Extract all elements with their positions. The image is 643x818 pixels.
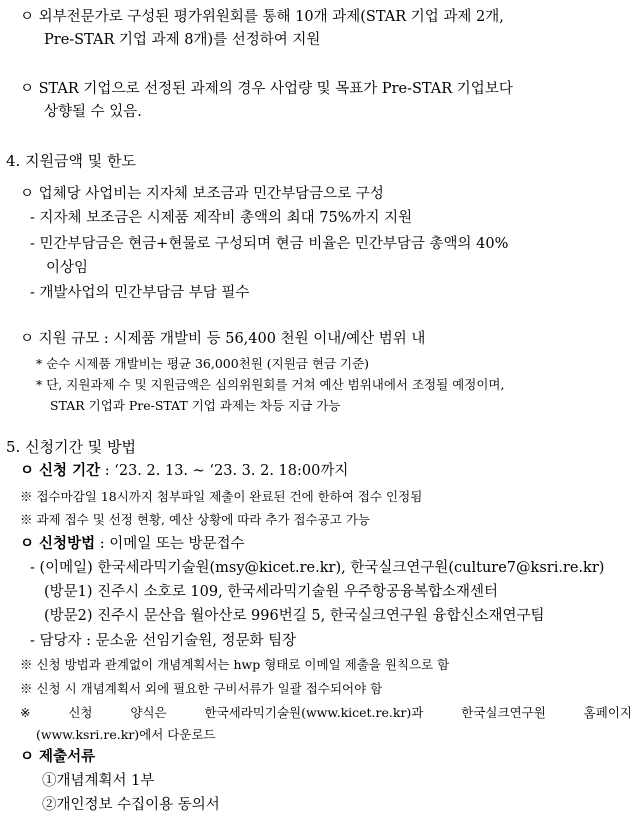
method-value: : 이메일 또는 방문접수	[95, 536, 245, 552]
r5-word: ※	[20, 705, 31, 720]
dash-mandatory: - 개발사업의 민간부담금 부담 필수	[30, 285, 250, 301]
method-line	[20, 533, 244, 555]
bullet-star-l1: ㅇ STAR 기업으로 선정된 과제의 경우 사업량 및 목표가 Pre-STAR 기업보다	[20, 81, 513, 97]
remark-documents: ※ 신청 시 개념계획서 외에 필요한 구비서류가 일괄 접수되어야 함	[20, 681, 383, 696]
r5-word: 한국실크연구원	[461, 705, 546, 720]
contact-line: - 담당자 : 문소윤 선임기술원, 정문화 팀장	[30, 633, 297, 649]
dash-private-share-l2: 이상임	[46, 260, 89, 276]
remark-hwp-email: ※ 신청 방법과 관계없이 개념계획서는 hwp 형태로 이메일 제출을 원칙으로 함	[20, 657, 450, 672]
remark-download-l2: (www.ksri.re.kr)에서 다운로드	[36, 727, 216, 742]
note-adjustment-l2: STAR 기업과 Pre-STAT 기업 과제는 차등 지급 가능	[50, 398, 341, 413]
section-4-heading: 4. 지원금액 및 한도	[6, 152, 137, 170]
bullet-budget-composition: ㅇ 업체당 사업비는 지자체 보조금과 민간부담금으로 구성	[20, 186, 384, 202]
bullet-star-l2: 상향될 수 있음.	[44, 104, 142, 120]
doc-privacy-consent: ②개인정보 수집이용 동의서	[42, 797, 220, 813]
bullet-support-scale: ㅇ 지원 규모 : 시제품 개발비 등 56,400 천원 이내/예산 범위 내	[20, 331, 426, 347]
documents-label: ㅇ 제출서류	[20, 748, 96, 765]
r5-word: 양식은	[130, 705, 167, 720]
dash-subsidy: - 지자체 보조금은 시제품 제작비 총액의 최대 75%까지 지원	[30, 210, 413, 226]
period-value: : ‘23. 2. 13. ~ ‘23. 3. 2. 18:00까지	[100, 463, 349, 479]
visit2-line: (방문2) 진주시 문산읍 월아산로 996번길 5, 한국실크연구원 융합신소재연구팀	[44, 608, 545, 624]
bullet-selection-l2: Pre-STAR 기업 과제 8개)를 선정하여 지원	[44, 32, 321, 48]
period-line	[20, 460, 348, 482]
period-label: ㅇ 신청 기간	[20, 462, 101, 479]
bullet-selection-l1: ㅇ 외부전문가로 구성된 평가위원회를 통해 10개 과제(STAR 기업 과제 2개,	[20, 9, 504, 25]
r5-word: 한국세라믹기술원(www.kicet.re.kr)과	[204, 705, 424, 720]
remark-additional-call: ※ 과제 접수 및 선정 현황, 예산 상황에 따라 추가 접수공고 가능	[20, 512, 370, 527]
note-adjustment-l1: * 단, 지원과제 수 및 지원금액은 심의위원회를 거쳐 예산 범위내에서 조정될 예정이며,	[36, 377, 505, 392]
r5-word: 홈페이지	[583, 705, 632, 720]
note-average-cost: * 순수 시제품 개발비는 평균 36,000천원 (지원금 현금 기준)	[36, 356, 370, 371]
r5-word: 신청	[68, 705, 93, 720]
remark-download-l1	[20, 702, 632, 724]
email-line: - (이메일) 한국세라믹기술원(msy@kicet.re.kr), 한국실크연구원(culture7@ksri.re.kr)	[30, 560, 605, 576]
section-5-heading: 5. 신청기간 및 방법	[6, 438, 137, 456]
dash-private-share-l1: - 민간부담금은 현금+현물로 구성되며 현금 비율은 민간부담금 총액의 40%	[30, 236, 509, 252]
method-label: ㅇ 신청방법	[20, 535, 96, 552]
doc-concept-plan: ①개념계획서 1부	[42, 773, 155, 789]
remark-deadline: ※ 접수마감일 18시까지 첨부파일 제출이 완료된 건에 한하여 접수 인정됨	[20, 489, 423, 504]
visit1-line: (방문1) 진주시 소호로 109, 한국세라믹기술원 우주항공융복합소재센터	[44, 584, 499, 600]
